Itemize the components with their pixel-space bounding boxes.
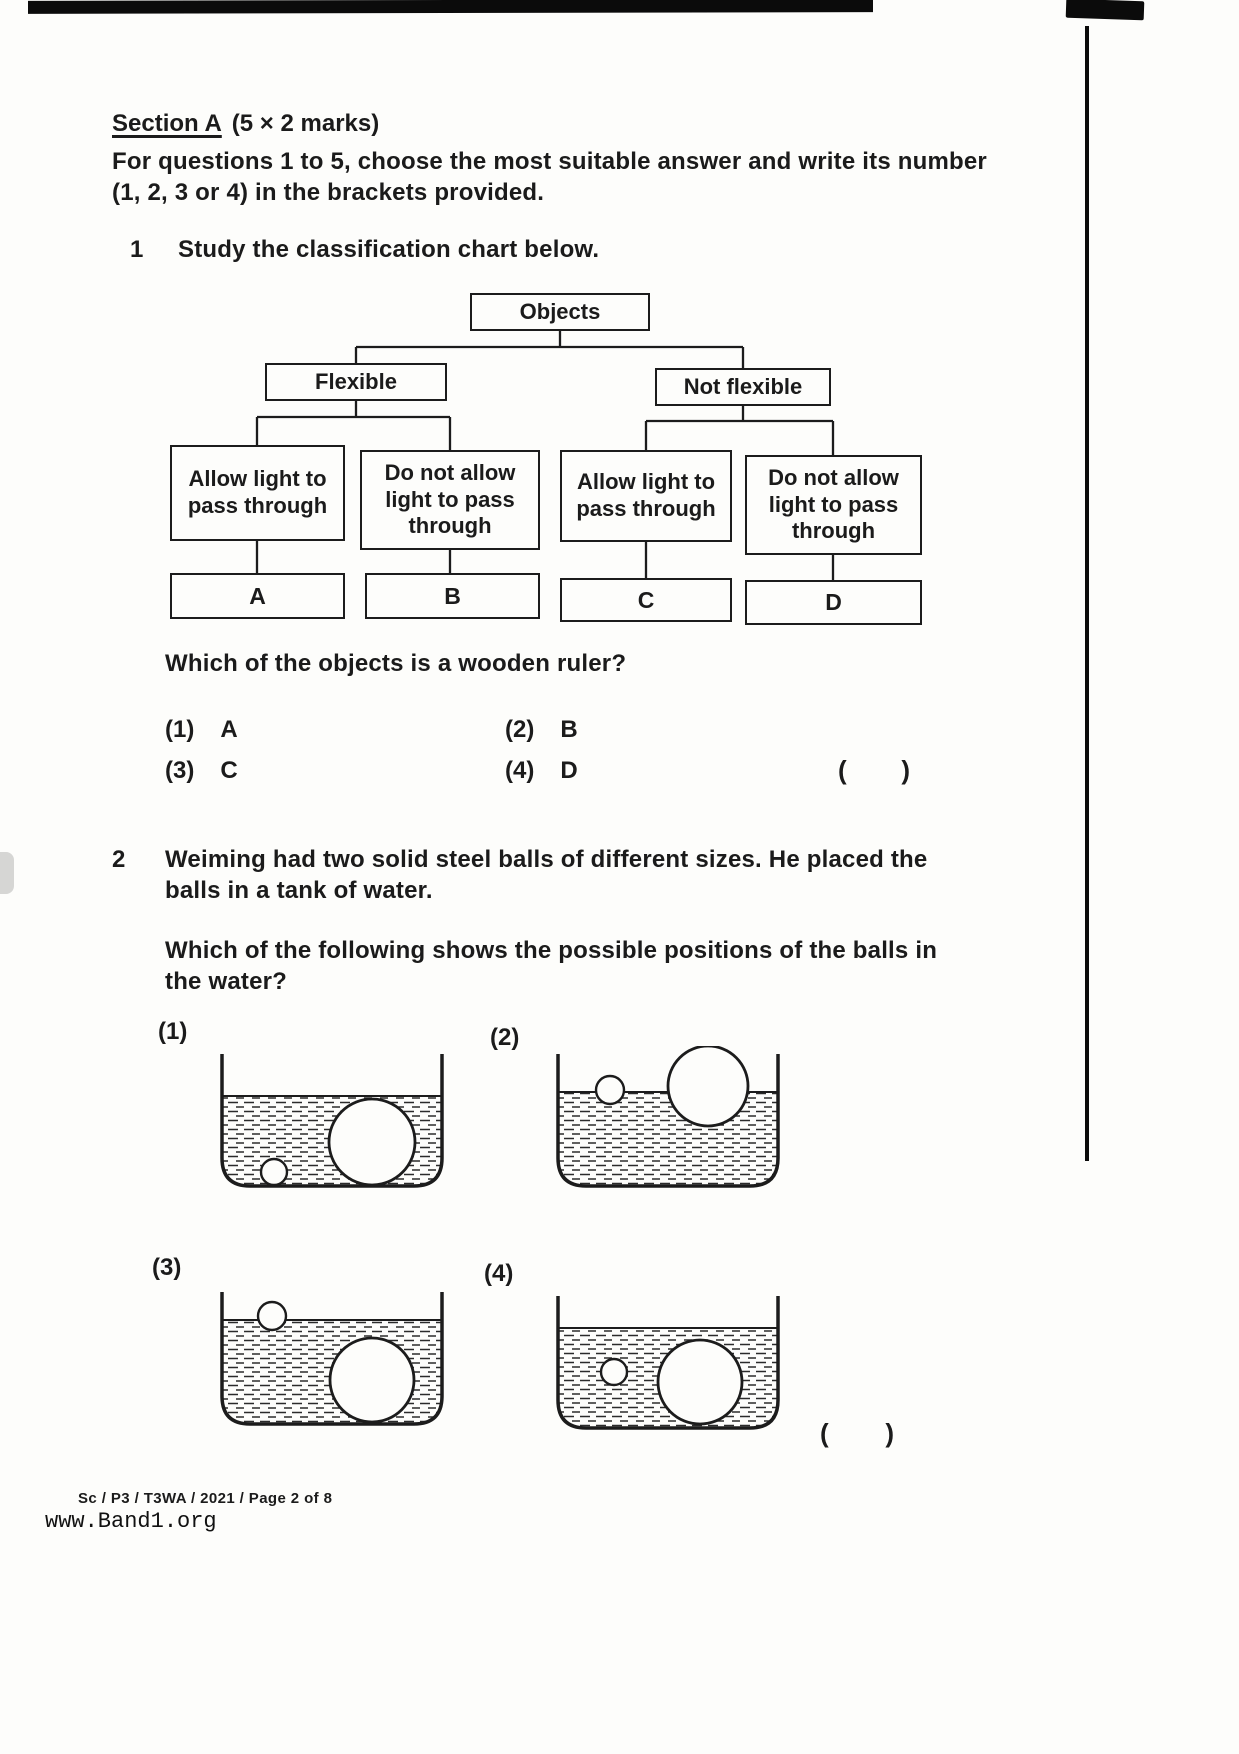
scan-artifact-right-edge-line <box>1085 26 1089 1161</box>
answer-bracket-open-q2: ( <box>820 1418 829 1448</box>
question-2-question-line-2: the water? <box>165 968 288 995</box>
scan-artifact-top-bar <box>28 0 873 14</box>
small-ball-submerged <box>601 1359 627 1385</box>
diagram-label-2: (2) <box>490 1024 520 1051</box>
large-ball-bottom <box>330 1338 414 1422</box>
classification-chart <box>140 285 940 635</box>
question-2-question-line-1: Which of the following shows the possible positions of the balls in <box>165 937 938 964</box>
option-3 <box>165 757 238 785</box>
section-instruction-line-2: (1, 2, 3 or 4) in the brackets provided. <box>112 179 545 206</box>
tank-diagram-option-4 <box>548 1288 788 1438</box>
chart-node-criterion-b: Do not allow light to pass through <box>360 450 540 550</box>
large-ball-bottom <box>329 1099 415 1185</box>
tank-diagram-option-3 <box>212 1284 452 1434</box>
question-1-text: Which of the objects is a wooden ruler? <box>165 650 627 677</box>
question-1-number: 1 <box>130 236 144 263</box>
section-title-marks: (5 × 2 marks) <box>231 110 380 137</box>
section-instruction-line-1: For questions 1 to 5, choose the most suitable answer and write its number <box>112 148 987 175</box>
small-ball-floating <box>258 1302 286 1330</box>
large-ball-floating <box>668 1046 748 1126</box>
tank-diagram-option-1 <box>212 1046 452 1196</box>
option-1-number: (1) <box>165 716 195 743</box>
question-2-statement-line-1: Weiming had two solid steel balls of different sizes. He placed the <box>165 846 928 873</box>
question-1-prompt: Study the classification chart below. <box>178 236 600 263</box>
option-3-letter: C <box>220 757 238 784</box>
chart-leaf-a: A <box>170 573 345 619</box>
option-2-letter: B <box>560 716 578 743</box>
answer-bracket-open-q1: ( <box>838 755 847 785</box>
chart-node-criterion-a: Allow light to pass through <box>170 445 345 541</box>
chart-leaf-d: D <box>745 580 922 625</box>
section-title-underlined: Section A <box>112 110 222 137</box>
chart-node-criterion-d: Do not allow light to pass through <box>745 455 922 555</box>
diagram-label-1: (1) <box>158 1018 188 1045</box>
option-2 <box>505 716 578 744</box>
chart-leaf-b: B <box>365 573 540 619</box>
chart-node-flexible: Flexible <box>265 363 447 401</box>
option-3-number: (3) <box>165 757 195 784</box>
answer-bracket-close-q1: ) <box>901 755 910 785</box>
question-2-number: 2 <box>112 846 126 873</box>
small-ball-floating <box>596 1076 624 1104</box>
chart-leaf-c: C <box>560 578 732 622</box>
option-4-letter: D <box>560 757 578 784</box>
option-1 <box>165 716 238 744</box>
answer-brackets-q1 <box>838 755 910 786</box>
option-2-number: (2) <box>505 716 535 743</box>
answer-brackets-q2 <box>820 1418 894 1449</box>
diagram-label-3: (3) <box>152 1254 182 1281</box>
chart-node-not-flexible: Not flexible <box>655 368 831 406</box>
scan-artifact-smudge <box>0 852 14 894</box>
small-ball-bottom <box>261 1159 287 1185</box>
option-1-letter: A <box>220 716 238 743</box>
option-4 <box>505 757 578 785</box>
section-title <box>112 110 379 138</box>
scan-artifact-corner-mark <box>1066 0 1145 20</box>
large-ball-bottom <box>658 1340 742 1424</box>
chart-node-objects: Objects <box>470 293 650 331</box>
question-2-statement-line-2: balls in a tank of water. <box>165 877 433 904</box>
footer-document-code: Sc / P3 / T3WA / 2021 / Page 2 of 8 <box>78 1490 333 1507</box>
option-4-number: (4) <box>505 757 535 784</box>
chart-node-criterion-c: Allow light to pass through <box>560 450 732 542</box>
footer-site-url: www.Band1.org <box>45 1509 217 1534</box>
diagram-label-4: (4) <box>484 1260 514 1287</box>
tank-diagram-option-2 <box>548 1046 788 1196</box>
answer-bracket-close-q2: ) <box>885 1418 894 1448</box>
